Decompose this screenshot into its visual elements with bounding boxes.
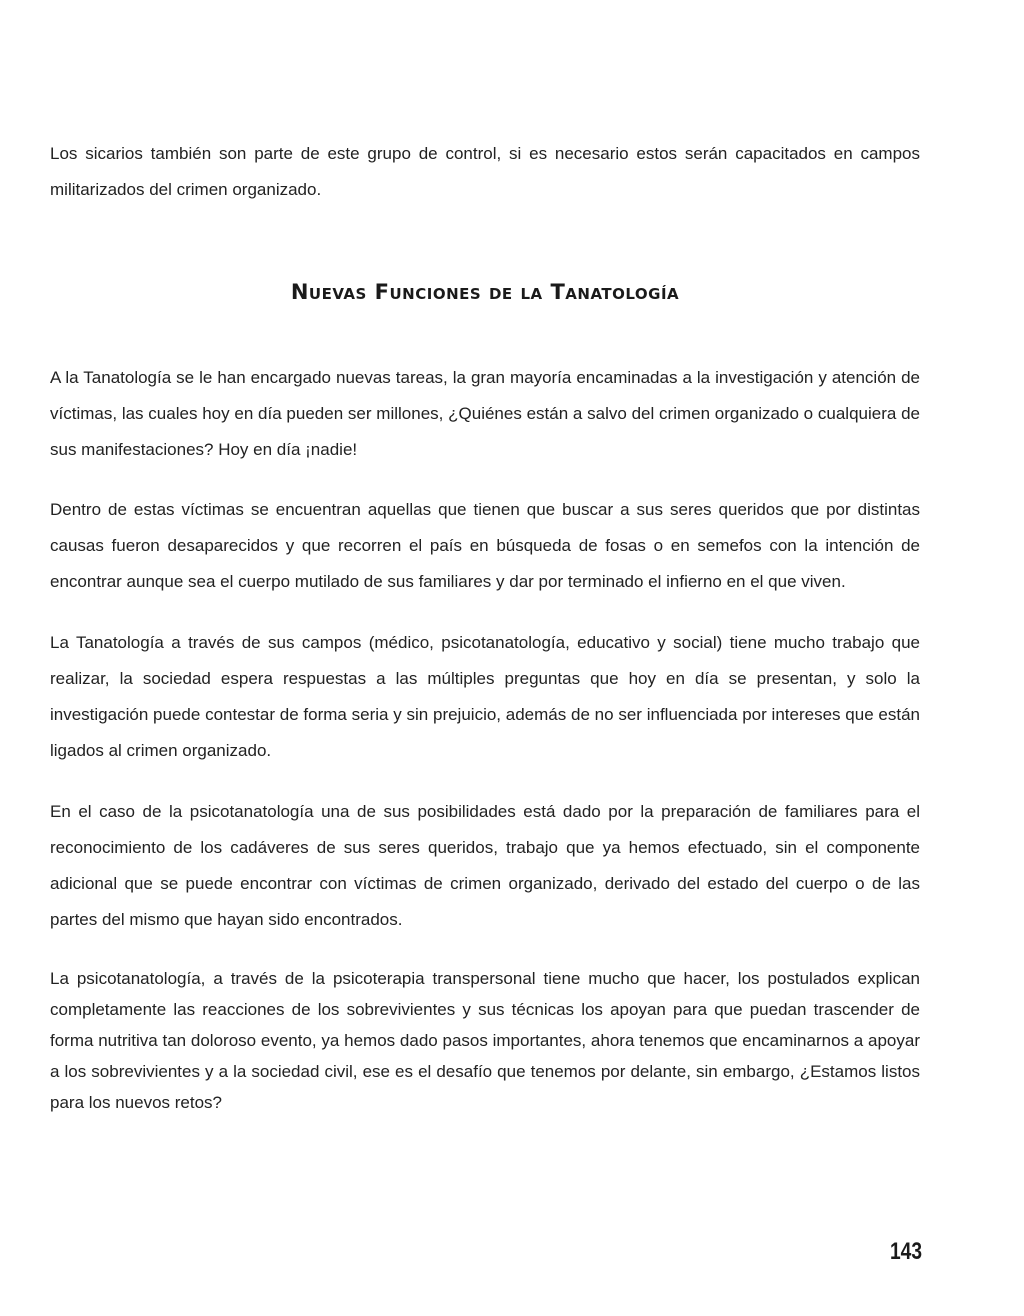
paragraph-campos-tanatologia: La Tanatología a través de sus campos (médico, psicotanatología, educativo y social) tiene mucho trabajo que realizar, la sociedad espera respuestas a las múltiples preguntas que hoy en día se presentan, y solo la investigación puede contestar de forma seria y sin prejuicio, además de no ser influenciada por intereses que están ligados al crimen organizado. xyxy=(50,633,920,760)
paragraph-sicarios: Los sicarios también son parte de este grupo de control, si es necesario estos serán capacitados en campos militarizados del crimen organizado. xyxy=(50,144,920,199)
paragraph-victimas: Dentro de estas víctimas se encuentran aquellas que tienen que buscar a sus seres queridos que por distintas causas fueron desaparecidos y que recorren el país en búsqueda de fosas o en semefos con la intención de encontrar aunque sea el cuerpo mutilado de sus familiares y dar por terminado el infierno en el que viven. xyxy=(50,500,920,591)
section-heading: Nuevas Funciones de la Tanatología xyxy=(290,280,680,304)
paragraph-psicoterapia-transpersonal: La psicotanatología, a través de la psicoterapia transpersonal tiene mucho que hacer, los postulados explican completamente las reacciones de los sobrevivientes y sus técnicas los apoyan para que puedan trascender de forma nutritiva tan doloroso evento, ya hemos dado pasos importantes, ahora tenemos que encaminarnos a apoyar a los sobrevivientes y a la sociedad civil, ese es el desafío que tenemos por delante, sin embargo, ¿Estamos listos para los nuevos retos? xyxy=(50,969,920,1112)
page-number: 143 xyxy=(889,1238,922,1265)
paragraph-psicotanatologia-reconocimiento: En el caso de la psicotanatología una de sus posibilidades está dado por la preparación de familiares para el reconocimiento de los cadáveres de sus seres queridos, trabajo que ya hemos efectuado, sin el componente adicional que se puede encontrar con víctimas de crimen organizado, derivado del estado del cuerpo o de las partes del mismo que hayan sido encontrados. xyxy=(50,802,920,929)
paragraph-nuevas-tareas: A la Tanatología se le han encargado nuevas tareas, la gran mayoría encaminadas a la investigación y atención de víctimas, las cuales hoy en día pueden ser millones, ¿Quiénes están a salvo del crimen organizado o cualquiera de sus manifestaciones? Hoy en día ¡nadie! xyxy=(50,368,920,459)
